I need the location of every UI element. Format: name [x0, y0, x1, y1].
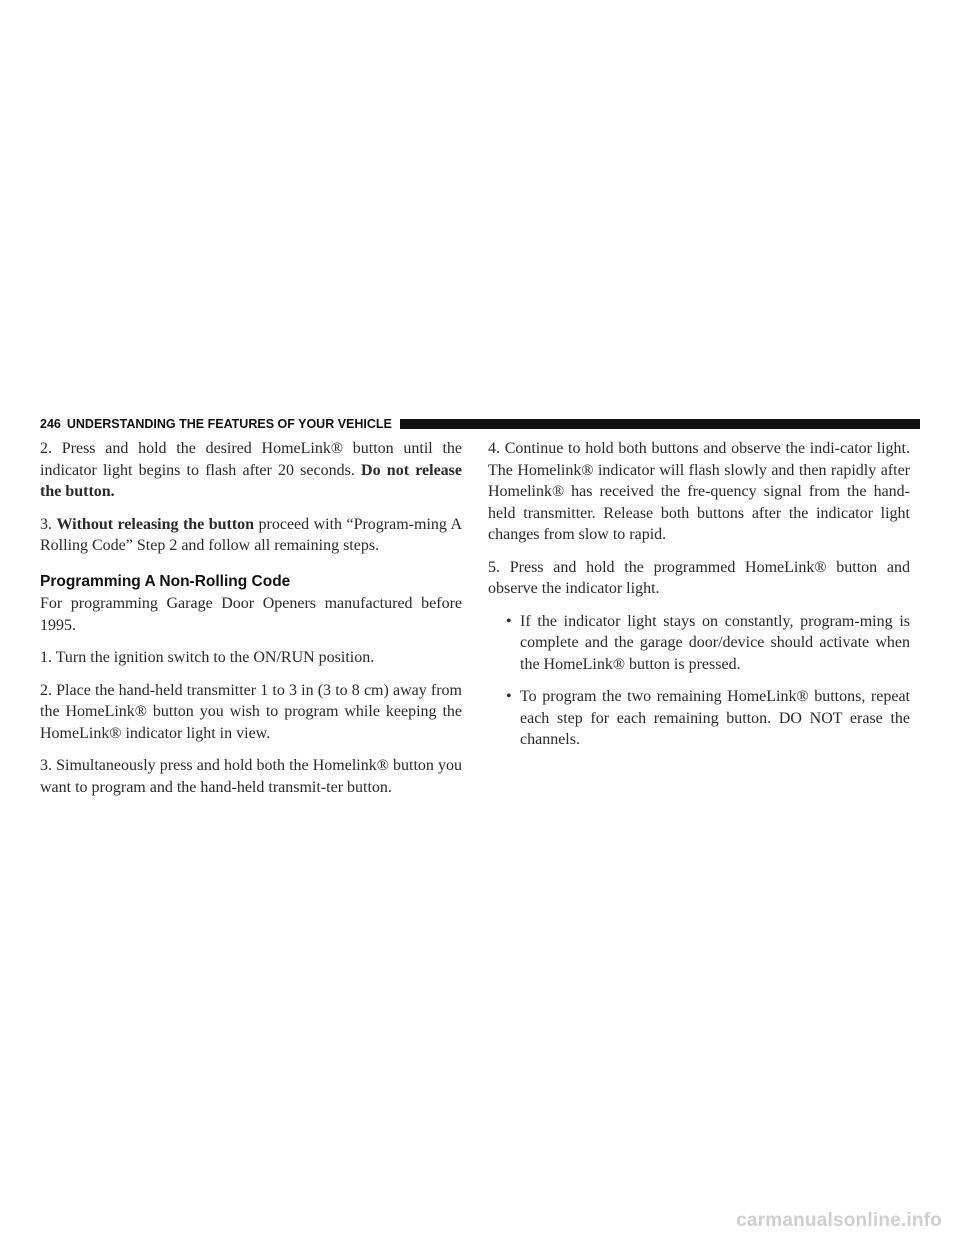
list-item-text: To program the two remaining HomeLink® buttons, repeat each step for each remaining button. DO NOT erase the channels.	[520, 688, 910, 748]
paragraph-step-3	[40, 514, 462, 557]
step-3-text: proceed with “Program-ming A Rolling Code” Step 2 and follow all remaining steps.	[40, 515, 462, 554]
section-heading: Programming A Non-Rolling Code	[40, 572, 291, 590]
paragraph-intro: For programming Garage Door Openers manufactured before 1995.	[40, 595, 462, 634]
list-item	[488, 686, 910, 751]
bullet-icon: •	[506, 688, 512, 705]
list-item	[488, 611, 910, 676]
paragraph-step-3b: 3. Simultaneously press and hold both the Homelink® button you want to program and the hand-held transmit-ter button.	[40, 757, 462, 796]
list-item-text: If the indicator light stays on constantly, program-ming is complete and the garage door/device should activate when the HomeLink® button is pressed.	[520, 612, 910, 673]
watermark: carmanualsonline.info	[736, 1210, 942, 1231]
page-number: 246	[40, 417, 61, 431]
paragraph-step-4: 4. Continue to hold both buttons and observe the indi-cator light. The Homelink® indicator will flash slowly and then rapidly after Homelink® has received the fre-quency signal from the hand-held transmitter. Release both buttons after the indicator light changes from slow to rapid.	[488, 440, 910, 543]
paragraph-step-2b: 2. Place the hand-held transmitter 1 to 3 in (3 to 8 cm) away from the HomeLink® button you wish to program while keeping the HomeLink® indicator light in view.	[40, 681, 462, 742]
bullet-icon: •	[506, 612, 512, 630]
step-3-bold: Without releasing the button	[56, 515, 255, 533]
running-title: UNDERSTANDING THE FEATURES OF YOUR VEHICLE	[66, 417, 392, 431]
paragraph-step-5: 5. Press and hold the programmed HomeLink® button and observe the indicator light.	[488, 558, 910, 597]
step-2-warning: Do not release the button.	[40, 461, 463, 500]
paragraph-step-2	[40, 438, 462, 503]
right-column	[488, 438, 910, 762]
bullet-list	[488, 611, 910, 751]
header-rule	[400, 419, 920, 429]
step-3-number: 3.	[40, 515, 57, 533]
page-header	[40, 415, 920, 433]
paragraph-step-1: 1. Turn the ignition switch to the ON/RUN position.	[40, 649, 375, 666]
left-column	[40, 438, 462, 809]
step-2-text: 2. Press and hold the desired HomeLink® button until the indicator light begins to flash after 20 seconds.	[40, 440, 462, 479]
